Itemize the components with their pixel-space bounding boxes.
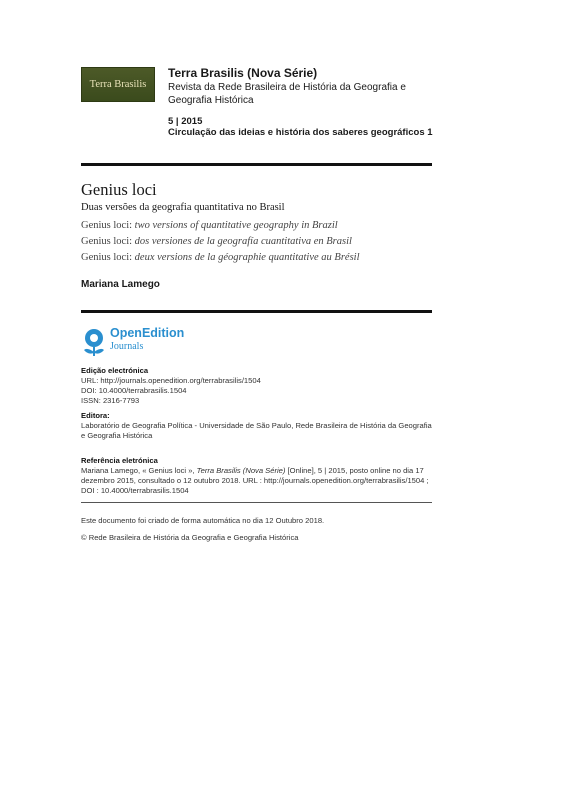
- editora-label: Editora:: [81, 411, 110, 420]
- edicao-issn: ISSN: 2316-7793: [81, 396, 140, 405]
- alt-title-lead: Genius loci:: [81, 236, 135, 247]
- alt-title-text: deux versions de la géographie quantitative au Brésil: [134, 252, 360, 263]
- openedition-flower-icon: [81, 327, 107, 357]
- article-title: Genius loci: [81, 180, 157, 199]
- alt-title-fr: [81, 252, 360, 263]
- edicao-doi[interactable]: DOI: 10.4000/terrabrasilis.1504: [81, 386, 187, 395]
- alt-title-text: two versions of quantitative geography in Brazil: [134, 220, 338, 231]
- footer-divider: [81, 502, 432, 503]
- alt-title-es: [81, 236, 352, 247]
- alt-title-text: dos versiones de la geografía cuantitativa en Brasil: [134, 236, 352, 247]
- article-author[interactable]: Mariana Lamego: [81, 279, 160, 290]
- referencia-text: [81, 466, 433, 496]
- header-divider: [81, 163, 432, 166]
- referencia-text-end[interactable]: [Online], 5 | 2015, posto online no dia 17 dezembro 2015, consultado o 12 outubro 2018. URL : http://journals.openedition.org/terrabrasilis/1504 ; DOI : 10.4000/terrabrasilis.1504: [81, 466, 429, 495]
- alt-title-lead: Genius loci:: [81, 220, 135, 231]
- edicao-label: Edição electrónica: [81, 366, 149, 375]
- journal-header: [168, 66, 433, 138]
- edicao-url[interactable]: URL: http://journals.openedition.org/terrabrasilis/1504: [81, 376, 261, 385]
- issue-theme: Circulação das ideias e história dos saberes geográficos 1: [168, 127, 433, 138]
- alt-title-en: [81, 220, 338, 231]
- editora-block: [81, 411, 433, 441]
- openedition-product: Journals: [110, 341, 144, 352]
- issue-number: 5 | 2015: [168, 116, 203, 127]
- author-divider: [81, 310, 432, 313]
- referencia-label: Referência eletrónica: [81, 456, 158, 465]
- journal-subtitle: Revista da Rede Brasileira de História da Geografia e Geografia Histórica: [168, 82, 406, 106]
- journal-logo: Terra Brasilis: [81, 67, 155, 102]
- referencia-text-start: Mariana Lamego, « Genius loci »,: [81, 466, 197, 475]
- edicao-block: [81, 366, 433, 406]
- openedition-brand: OpenEdition: [110, 326, 185, 340]
- editora-text: Laboratório de Geografia Política - Universidade de São Paulo, Rede Brasileira de História da Geografia e Geografia Histórica: [81, 421, 432, 440]
- referencia-block: [81, 456, 433, 496]
- alt-title-lead: Genius loci:: [81, 252, 135, 263]
- copyright-note: © Rede Brasileira de História da Geografia e Geografia Histórica: [81, 533, 299, 542]
- article-subtitle: Duas versões da geografia quantitativa no Brasil: [81, 202, 285, 213]
- referencia-journal: Terra Brasilis (Nova Série): [196, 466, 286, 475]
- journal-title: Terra Brasilis (Nova Série): [168, 66, 318, 80]
- generation-note: Este documento foi criado de forma automática no dia 12 Outubro 2018.: [81, 516, 325, 525]
